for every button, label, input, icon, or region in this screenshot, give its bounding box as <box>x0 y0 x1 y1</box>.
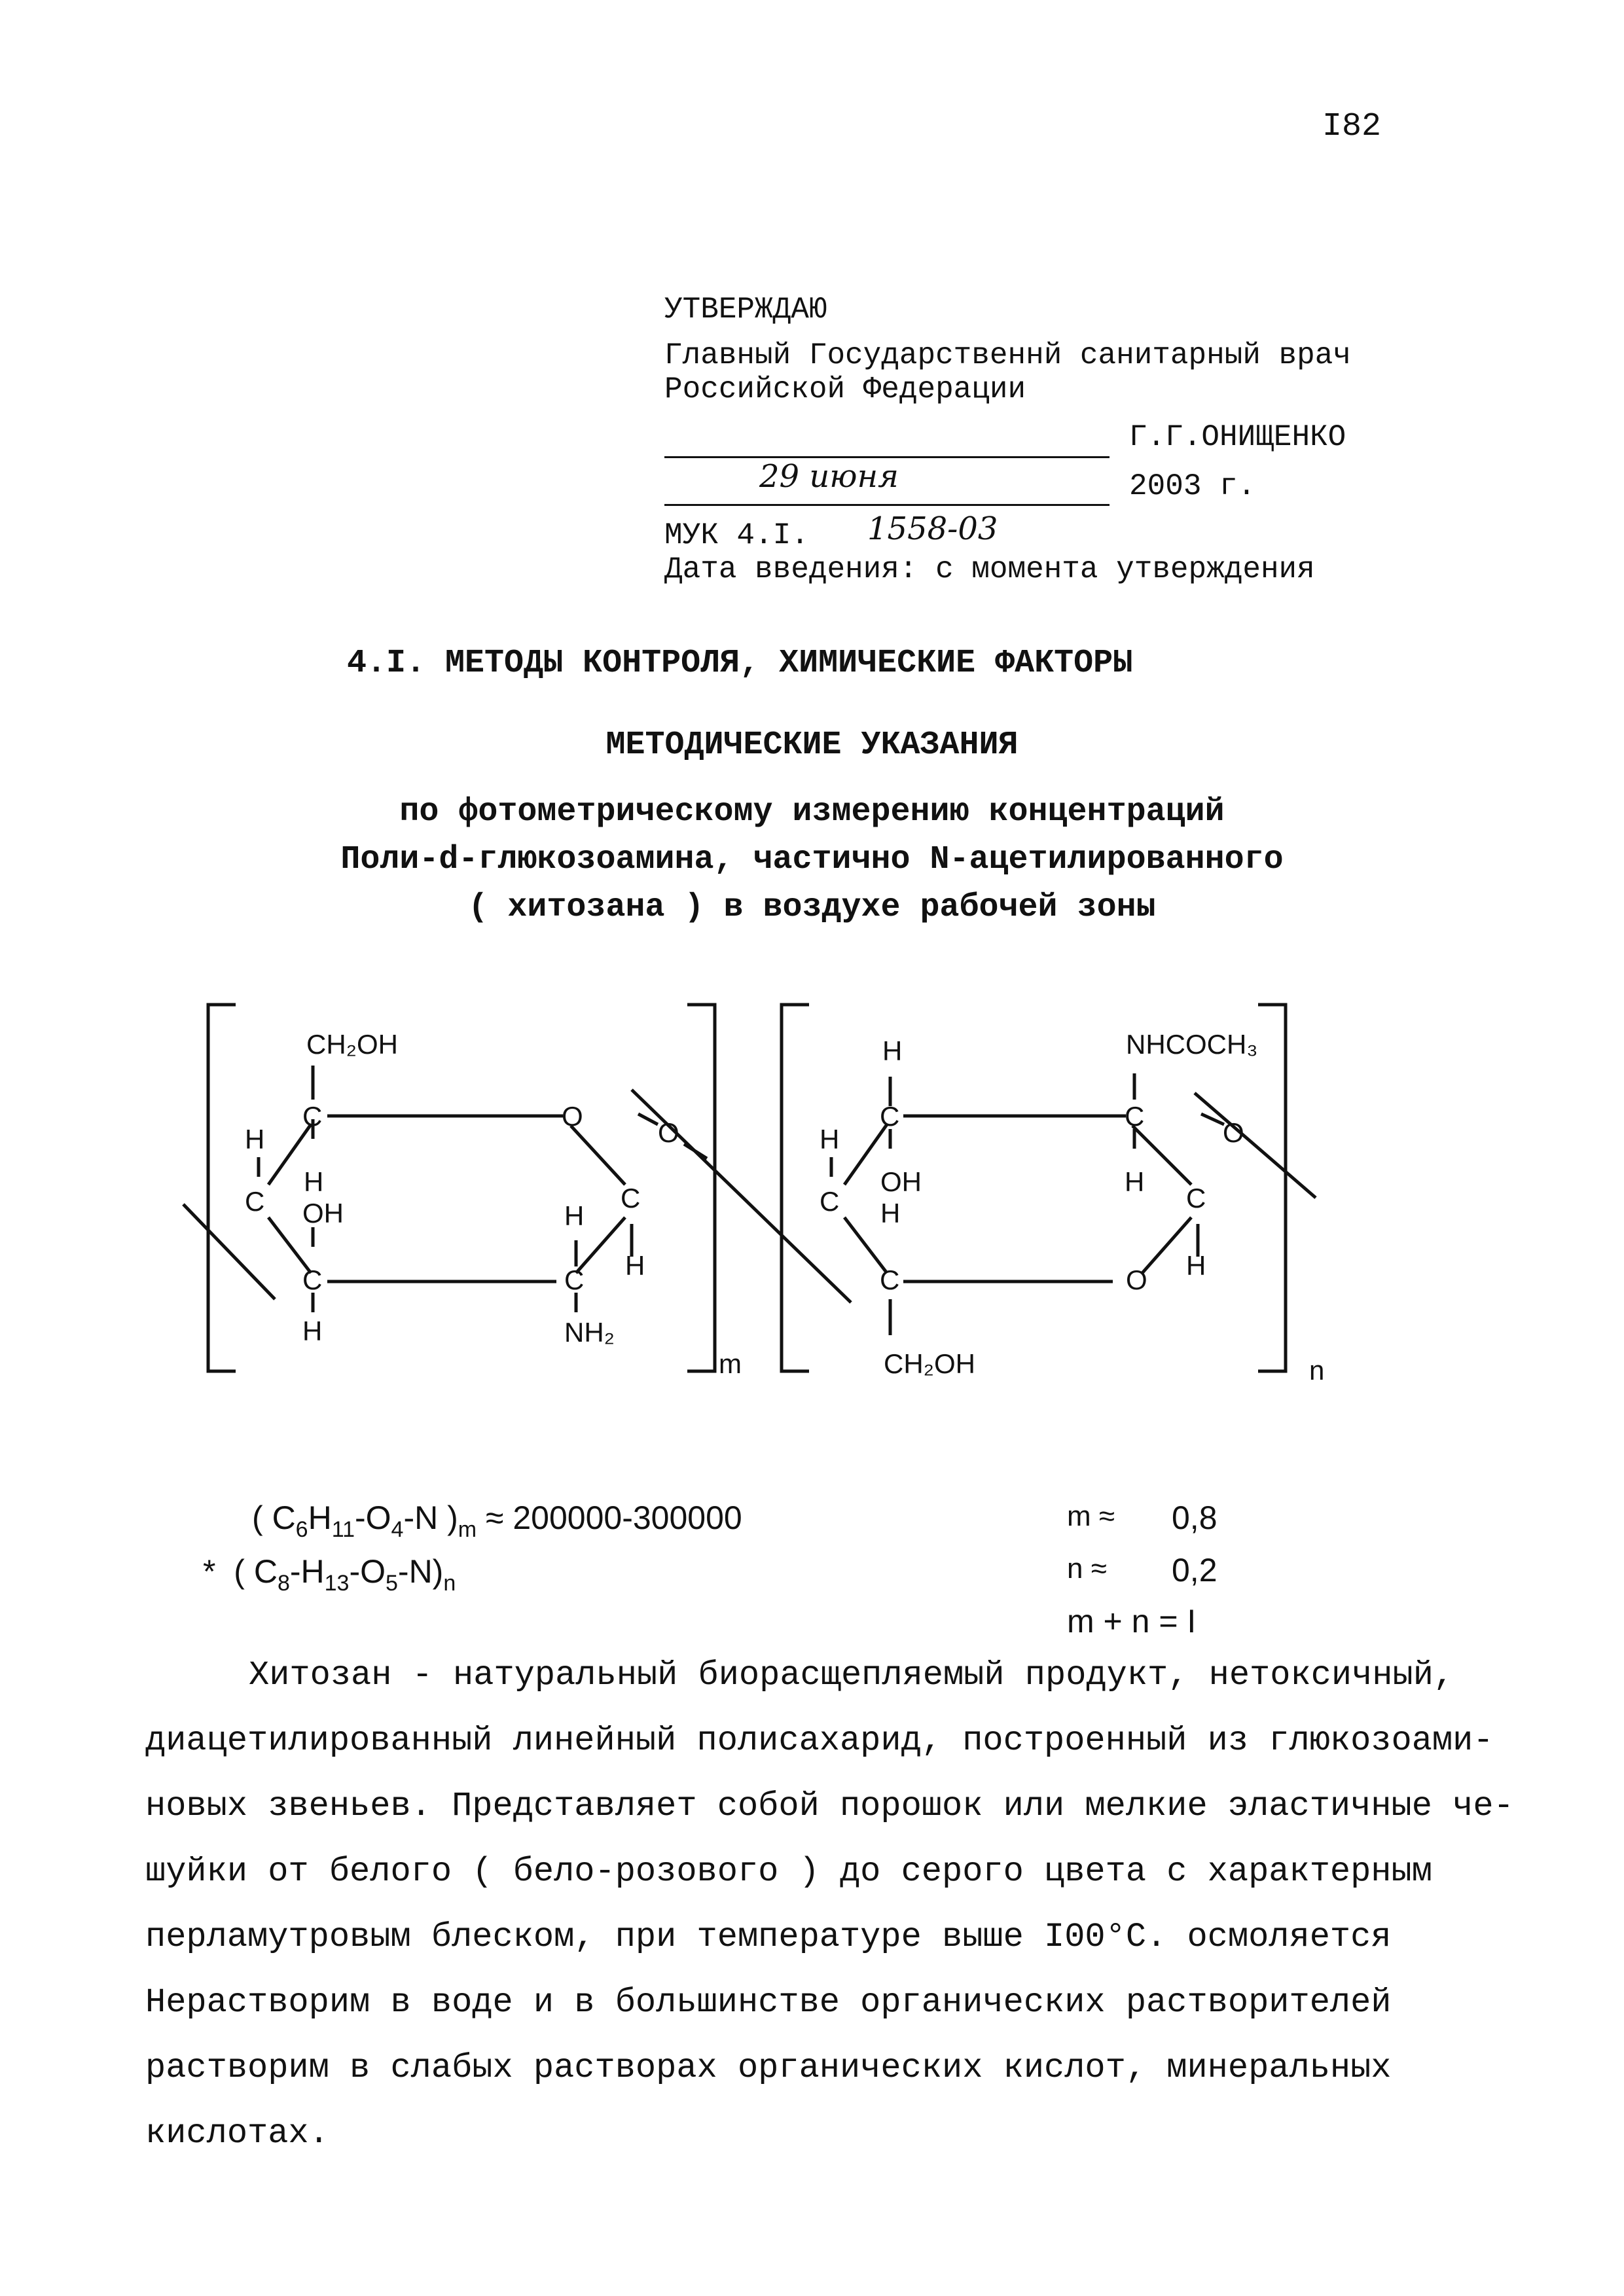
molecular-weight: ≈ 200000-300000 <box>486 1499 742 1536</box>
formula-c: C <box>253 1553 278 1590</box>
doc-type-title: МЕТОДИЧЕСКИЕ УКАЗАНИЯ <box>605 726 1019 764</box>
approval-date-handwritten: 29 июня <box>759 458 899 495</box>
formula-o-sub: 5 <box>386 1571 398 1596</box>
bracket-right-2 <box>1258 1005 1286 1371</box>
formula-o: -O <box>355 1499 391 1536</box>
linkage-line <box>183 1204 275 1299</box>
carbon-label: C <box>302 1265 323 1295</box>
formula-line-2 <box>203 1552 456 1596</box>
bracket-right-1 <box>687 1005 715 1371</box>
muk-number-handwritten: 1558-03 <box>867 511 998 547</box>
hydrogen-label: H <box>304 1166 324 1197</box>
oxygen-label: O <box>562 1101 583 1132</box>
carbon-label: C <box>302 1101 323 1132</box>
carbon-label: C <box>564 1265 585 1295</box>
hydrogen-label: H <box>245 1124 265 1155</box>
chitosan-structure-diagram <box>0 982 1624 1407</box>
approval-heading: УТВЕРЖДАЮ <box>664 293 827 327</box>
section-heading: 4.I. МЕТОДЫ КОНТРОЛЯ, ХИМИЧЕСКИЕ ФАКТОРЫ <box>347 645 1133 682</box>
carbon-label: C <box>820 1186 840 1217</box>
paragraph-line-7: растворим в слабых растворах органических кислот, минеральных <box>145 2049 1392 2087</box>
paragraph-line-3: новых звеньев. Представляет собой порошок или мелкие эластичные че- <box>145 1787 1514 1825</box>
paragraph-line-5: перламутровым блеском, при температуре выше I00°C. осмоляется <box>145 1918 1392 1956</box>
carbon-label: C <box>245 1186 265 1217</box>
hydrogen-label: H <box>302 1316 323 1346</box>
approval-signatory: Г.Г.ОНИЩЕНКО <box>1129 420 1346 454</box>
hydrogen-label: H <box>564 1200 585 1231</box>
subscript-m: m <box>719 1348 742 1379</box>
bracket-left-2 <box>782 1005 809 1371</box>
formula-h-sub: 11 <box>331 1517 355 1542</box>
hydrogen-label: H <box>880 1198 901 1229</box>
formula-tail: -N ) <box>403 1499 458 1536</box>
formula-o: -O <box>349 1553 386 1590</box>
formula-h-sub: 13 <box>324 1571 350 1596</box>
date-line <box>664 504 1110 506</box>
carbon-label: C <box>621 1183 641 1213</box>
paragraph-line-8: кислотах. <box>145 2114 329 2153</box>
bond <box>1142 1217 1191 1273</box>
ch2oh-bottom-label: CH₂OH <box>884 1348 975 1379</box>
hydrogen-label: H <box>625 1250 645 1281</box>
ch2oh-top-label: CH₂OH <box>306 1029 398 1060</box>
formula-c-sub: 8 <box>277 1571 290 1596</box>
formula-h: -H <box>289 1553 325 1590</box>
paragraph-line-4: шуйки от белого ( бело-розового ) до серого цвета с характерным <box>145 1852 1432 1891</box>
carbon-label: C <box>1125 1101 1145 1132</box>
formula-m: m <box>458 1517 477 1542</box>
approval-position-line2: Российской Федерации <box>664 372 1026 406</box>
bond <box>571 1126 625 1185</box>
oxygen-label: O <box>658 1117 679 1148</box>
oxygen-label: O <box>1223 1117 1244 1148</box>
hydrogen-label: H <box>1125 1166 1145 1197</box>
effective-date: Дата введения: с момента утверждения <box>664 552 1315 586</box>
formula-c: C <box>272 1499 296 1536</box>
formula-tail: -N) <box>397 1553 444 1590</box>
hydroxyl-label: OH <box>302 1198 344 1229</box>
muk-prefix: МУК 4.I. <box>664 518 809 552</box>
n-ratio-label: n ≈ <box>1067 1552 1107 1585</box>
nh2-label: NH₂ <box>564 1317 615 1348</box>
approval-position-line1: Главный Государственнй санитарный врач <box>664 338 1351 372</box>
paragraph-line-1: Хитозан - натуральный биорасщепляемый продукт, нетоксичный, <box>249 1656 1454 1695</box>
formula-line-1 <box>252 1499 742 1542</box>
paren-open: ( <box>234 1553 245 1590</box>
hydrogen-label: H <box>820 1124 840 1155</box>
paragraph-line-6: Нерастворим в воде и в большинстве органических растворителей <box>145 1983 1392 2022</box>
nhcoch3-label: NHCOCH₃ <box>1126 1029 1258 1060</box>
page-number: I82 <box>1322 108 1382 145</box>
bond <box>638 1114 658 1124</box>
subtitle-line-3: ( хитозана ) в воздухе рабочей зоны <box>468 889 1156 926</box>
subtitle-line-1: по фотометрическому измерению концентраций <box>399 793 1225 831</box>
asterisk: * <box>203 1553 216 1590</box>
n-ratio-value: 0,2 <box>1172 1552 1218 1588</box>
hydroxyl-label: OH <box>880 1166 922 1197</box>
subtitle-line-2: Поли-d-глюкозоамина, частично N-ацетилированного <box>340 841 1284 878</box>
subscript-n: n <box>1309 1355 1325 1386</box>
hydrogen-label: H <box>882 1035 903 1066</box>
m-ratio-value: 0,8 <box>1172 1499 1218 1536</box>
carbon-label: C <box>880 1265 900 1295</box>
formula-c-sub: 6 <box>295 1517 308 1542</box>
paren-open: ( <box>252 1499 263 1536</box>
ratio-sum: m + n = I <box>1067 1603 1197 1640</box>
carbon-label: C <box>1186 1183 1206 1213</box>
bracket-left-1 <box>208 1005 236 1371</box>
paragraph-line-2: диацетилированный линейный полисахарид, построенный из глюкозоами- <box>145 1721 1494 1760</box>
formula-h: H <box>308 1499 332 1536</box>
m-ratio-label: m ≈ <box>1067 1500 1115 1532</box>
approval-year: 2003 г. <box>1129 469 1256 503</box>
linkage-line <box>1195 1093 1316 1198</box>
hydrogen-label: H <box>1186 1250 1206 1281</box>
oxygen-label: O <box>1126 1265 1147 1295</box>
carbon-label: C <box>880 1101 900 1132</box>
formula-o-sub: 4 <box>391 1517 404 1542</box>
formula-n: n <box>443 1571 456 1596</box>
